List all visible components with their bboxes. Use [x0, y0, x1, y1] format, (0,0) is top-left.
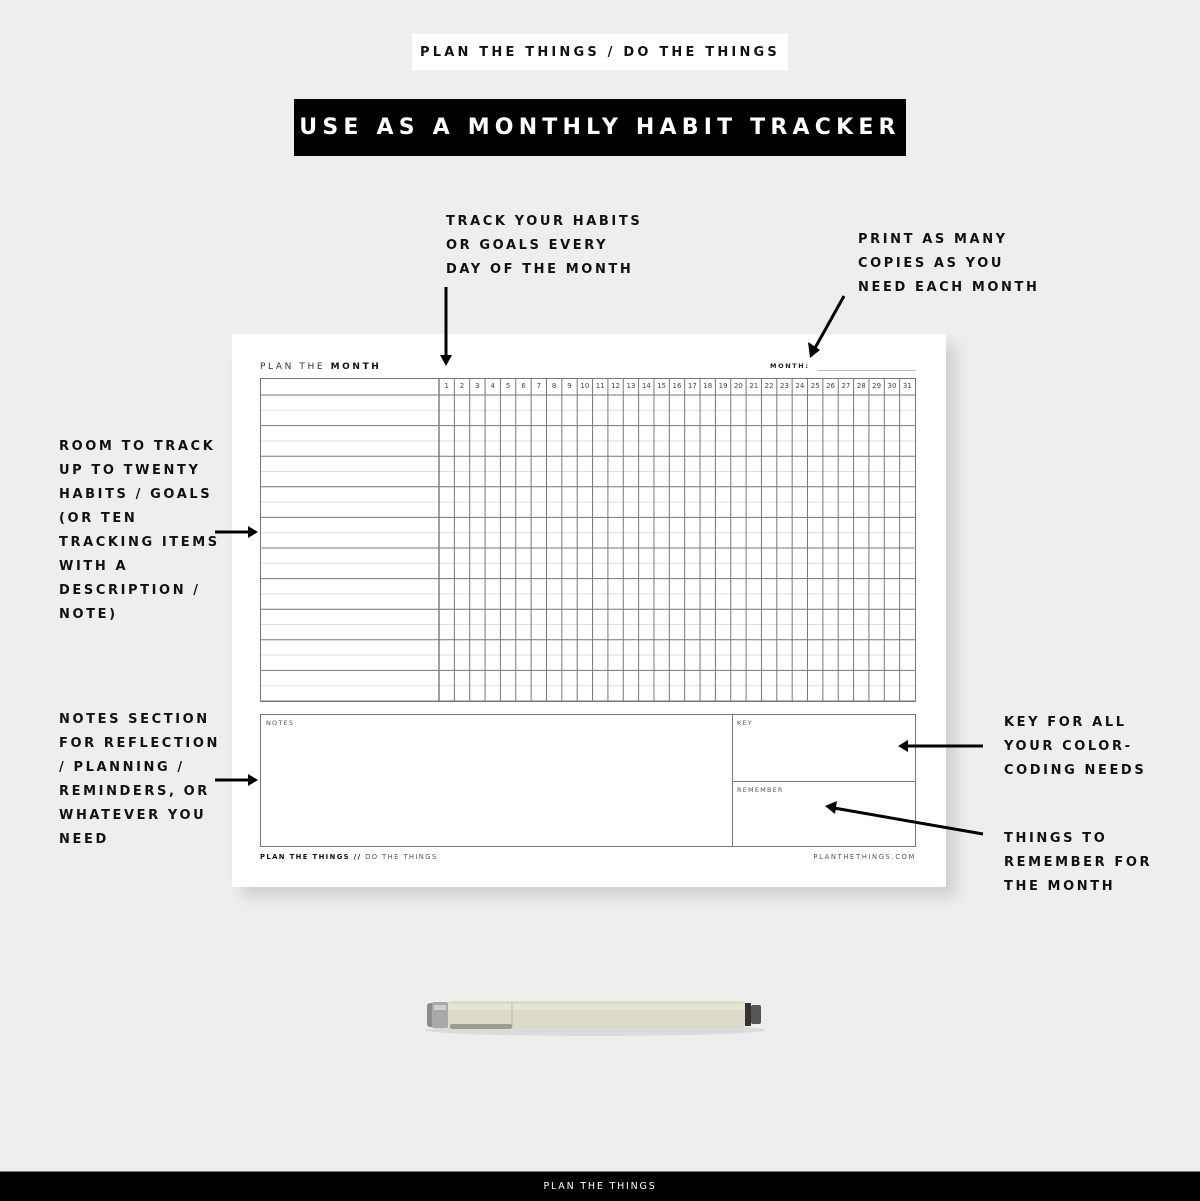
day-number: 16: [672, 382, 682, 390]
annotation-line: PRINT AS MANY: [858, 232, 1008, 247]
notes-section[interactable]: [260, 714, 916, 847]
annotation-line: REMINDERS, OR: [59, 784, 210, 799]
annotation-line: HABITS / GOALS: [59, 487, 213, 502]
day-number: 21: [749, 382, 759, 390]
grid-lines: [261, 379, 917, 703]
annotation-line: NEED: [59, 832, 109, 847]
annotation-room-to-track: [59, 435, 220, 627]
sheet-title-bold: MONTH: [330, 362, 382, 372]
annotation-line: UP TO TWENTY: [59, 463, 201, 478]
day-number: 25: [810, 382, 820, 390]
remember-label: REMEMBER: [737, 786, 784, 794]
annotation-notes-section: [59, 708, 220, 852]
month-label: MONTH:: [770, 362, 810, 370]
day-number: 29: [872, 382, 882, 390]
day-number: 11: [595, 382, 605, 390]
annotation-line: (OR TEN: [59, 511, 138, 526]
footer-brand-light: DO THE THINGS: [361, 853, 438, 861]
annotation-remember-section: [1004, 827, 1152, 899]
day-number: 17: [687, 382, 697, 390]
annotation-line: ROOM TO TRACK: [59, 439, 216, 454]
day-number: 22: [764, 382, 774, 390]
page-title: USE AS A MONTHLY HABIT TRACKER: [294, 99, 906, 156]
day-number: 2: [459, 382, 465, 390]
day-number: 31: [902, 382, 912, 390]
annotation-line: THINGS TO: [1004, 831, 1108, 846]
tagline-label: PLAN THE THINGS / DO THE THINGS: [412, 34, 788, 70]
day-number: 14: [641, 382, 651, 390]
key-label: KEY: [737, 719, 753, 727]
annotation-line: DESCRIPTION /: [59, 583, 201, 598]
annotation-line: NOTE): [59, 607, 118, 622]
day-number: 20: [733, 382, 743, 390]
annotation-line: CODING NEEDS: [1004, 763, 1147, 778]
annotation-key-section: [1004, 711, 1146, 783]
footer-brand-bold: PLAN THE THINGS //: [260, 853, 362, 861]
day-number: 18: [703, 382, 713, 390]
annotation-line: DAY OF THE MONTH: [446, 262, 634, 277]
sheet-footer-website: PLANTHETHINGS.COM: [813, 853, 916, 861]
day-number: 30: [887, 382, 897, 390]
day-number: 19: [718, 382, 728, 390]
annotation-print-copies: [858, 228, 1039, 300]
day-number: 3: [475, 382, 480, 390]
annotation-line: NEED EACH MONTH: [858, 280, 1040, 295]
notes-label: NOTES: [266, 719, 295, 727]
annotation-line: TRACKING ITEMS: [59, 535, 220, 550]
annotation-line: COPIES AS YOU: [858, 256, 1005, 271]
day-number: 15: [657, 382, 667, 390]
day-number: 12: [611, 382, 621, 390]
annotation-line: / PLANNING /: [59, 760, 185, 775]
key-remember-divider: [733, 781, 915, 782]
day-number: 7: [536, 382, 542, 390]
sheet-title-light: PLAN THE: [260, 362, 331, 372]
sheet-footer-brand: [260, 853, 438, 861]
pen-image: [425, 1001, 765, 1036]
annotation-line: WHATEVER YOU: [59, 808, 207, 823]
habit-tracker-sheet: [232, 334, 946, 887]
annotation-line: REMEMBER FOR: [1004, 855, 1153, 870]
annotation-line: OR GOALS EVERY: [446, 238, 609, 253]
day-number: 4: [490, 382, 495, 390]
footer-bar: PLAN THE THINGS: [0, 1171, 1200, 1201]
annotation-line: YOUR COLOR-: [1004, 739, 1133, 754]
day-number: 10: [580, 382, 590, 390]
day-number: 5: [505, 382, 511, 390]
day-number: 13: [626, 382, 636, 390]
annotation-line: KEY FOR ALL: [1004, 715, 1127, 730]
day-number: 1: [444, 382, 449, 390]
day-number: 9: [567, 382, 572, 390]
annotation-track-days: [446, 210, 642, 282]
annotation-line: THE MONTH: [1004, 879, 1116, 894]
annotation-line: NOTES SECTION: [59, 712, 210, 727]
annotation-line: TRACK YOUR HABITS: [446, 214, 643, 229]
day-number: 24: [795, 382, 805, 390]
day-number: 27: [841, 382, 851, 390]
day-number: 8: [551, 382, 557, 390]
habit-grid[interactable]: [260, 378, 916, 702]
day-number: 23: [780, 382, 789, 390]
month-input-line[interactable]: [818, 370, 916, 371]
annotation-line: WITH A: [59, 559, 129, 574]
day-number: 28: [856, 382, 866, 390]
day-number: 6: [521, 382, 526, 390]
annotation-line: FOR REFLECTION: [59, 736, 220, 751]
day-number: 26: [826, 382, 836, 390]
sheet-title: [260, 362, 381, 372]
